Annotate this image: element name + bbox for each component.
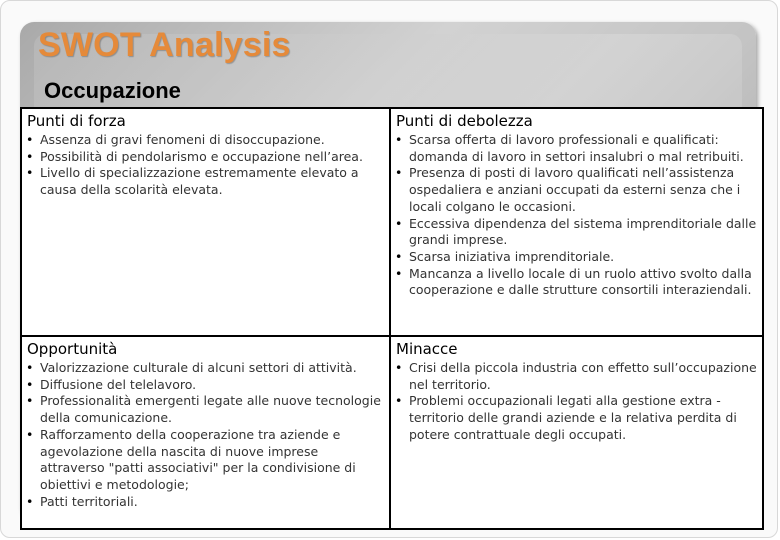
weaknesses-cell bbox=[390, 108, 763, 336]
list-item: • Possibilità di pendolarismo e occupazione nell’area. bbox=[26, 149, 385, 166]
opportunities-heading: Opportunità bbox=[27, 340, 118, 358]
strengths-list bbox=[26, 132, 385, 199]
strengths-heading: Punti di forza bbox=[27, 112, 126, 130]
list-item: • Crisi della piccola industria con effetto sull’occupazione nel territorio. bbox=[395, 360, 758, 393]
opportunities-list bbox=[26, 360, 385, 510]
list-item: • Eccessiva dipendenza del sistema imprenditoriale dalle grandi imprese. bbox=[395, 216, 758, 249]
list-item: • Professionalità emergenti legate alle nuove tecnologie della comunicazione. bbox=[26, 393, 385, 426]
slide-subtitle: Occupazione bbox=[44, 78, 181, 103]
list-item: • Valorizzazione culturale di alcuni settori di attività. bbox=[26, 360, 385, 377]
list-item: • Mancanza a livello locale di un ruolo attivo svolto dalla cooperazione e dalle strutture consortili interaziendali. bbox=[395, 266, 758, 299]
swot-table bbox=[20, 107, 764, 530]
list-item: • Scarsa iniziativa imprenditoriale. bbox=[395, 249, 758, 266]
list-item: • Assenza di gravi fenomeni di disoccupazione. bbox=[26, 132, 385, 149]
opportunities-cell bbox=[21, 336, 390, 529]
list-item: • Scarsa offerta di lavoro professionali e qualificati: domanda di lavoro in settori insalubri o mal retribuiti. bbox=[395, 132, 758, 165]
list-item: • Diffusione del telelavoro. bbox=[26, 377, 385, 394]
weaknesses-list bbox=[395, 132, 758, 299]
list-item: • Rafforzamento della cooperazione tra aziende e agevolazione della nascita di nuove imprese attraverso "patti associativi" per la condivisione di obiettivi e metodologie; bbox=[26, 427, 385, 494]
list-item: • Presenza di posti di lavoro qualificati nell’assistenza ospedaliera e anziani occupati da esterni senza che i locali colgano le occasioni. bbox=[395, 165, 758, 215]
list-item: • Livello di specializzazione estremamente elevato a causa della scolarità elevata. bbox=[26, 165, 385, 198]
strengths-cell bbox=[21, 108, 390, 336]
threats-heading: Minacce bbox=[396, 340, 458, 358]
slide-title: SWOT Analysis bbox=[38, 26, 291, 64]
weaknesses-heading: Punti di debolezza bbox=[396, 112, 533, 130]
threats-list bbox=[395, 360, 758, 444]
list-item: • Patti territoriali. bbox=[26, 494, 385, 511]
threats-cell bbox=[390, 336, 763, 529]
list-item: • Problemi occupazionali legati alla gestione extra -territorio delle grandi aziende e la relativa perdita di potere contrattuale degli occupati. bbox=[395, 393, 758, 443]
